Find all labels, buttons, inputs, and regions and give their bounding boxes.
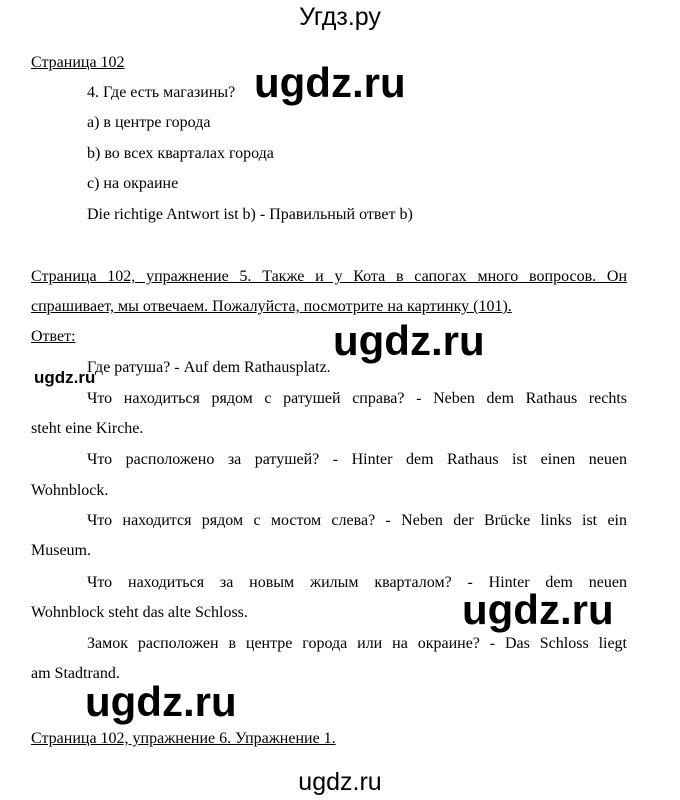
qa-line-4b: Museum.: [31, 542, 91, 559]
qa-line-1: Где ратуша? - Auf dem Rathausplatz.: [87, 359, 331, 376]
next-exercise-heading: Страница 102, упражнение 6. Упражнение 1.: [31, 730, 336, 747]
watermark-small: ugdz.ru: [34, 368, 96, 387]
watermark-right: ugdz.ru: [462, 586, 614, 633]
correct-answer: Die richtige Antwort ist b) - Правильный ответ b): [87, 206, 413, 223]
qa-line-3a: Что расположено за ратушей? - Hinter dem Rathaus ist einen neuen: [87, 451, 627, 468]
qa-line-5b: Wohnblock steht das alte Schloss.: [31, 604, 248, 621]
question-text: 4. Где есть магазины?: [87, 84, 236, 101]
answer-option-c: c) на окраине: [87, 175, 179, 192]
watermark-middle: ugdz.ru: [333, 317, 485, 364]
qa-line-4a: Что находится рядом с мостом слева? - Neben der Brücke links ist ein: [87, 512, 627, 529]
site-title: Угдз.ру: [299, 3, 381, 31]
footer-watermark: ugdz.ru: [298, 768, 382, 796]
qa-line-6b: am Stadtrand.: [31, 665, 120, 682]
qa-line-6a: Замок расположен в центре города или на окраине? - Das Schloss liegt: [87, 635, 627, 652]
watermark-bottom: ugdz.ru: [85, 678, 237, 725]
answer-label: Ответ:: [31, 328, 76, 345]
qa-line-2b: steht eine Kirche.: [31, 420, 144, 437]
exercise-heading-line-2: спрашивает, мы отвечаем. Пожалуйста, посмотрите на картинку (101).: [31, 298, 512, 315]
qa-line-5a: Что находиться за новым жилым кварталом? - Hinter dem neuen: [87, 574, 627, 591]
exercise-heading-line-1: Страница 102, упражнение 5. Также и у Кота в сапогах много вопросов. Он: [31, 268, 627, 285]
watermark-top: ugdz.ru: [254, 59, 406, 106]
page-reference: Страница 102: [31, 54, 125, 71]
answer-option-a: a) в центре города: [87, 114, 211, 131]
qa-line-2a: Что находиться рядом с ратушей справа? - Neben dem Rathaus rechts: [87, 390, 627, 407]
qa-line-3b: Wohnblock.: [31, 482, 109, 499]
answer-option-b: b) во всех кварталах города: [87, 145, 274, 162]
